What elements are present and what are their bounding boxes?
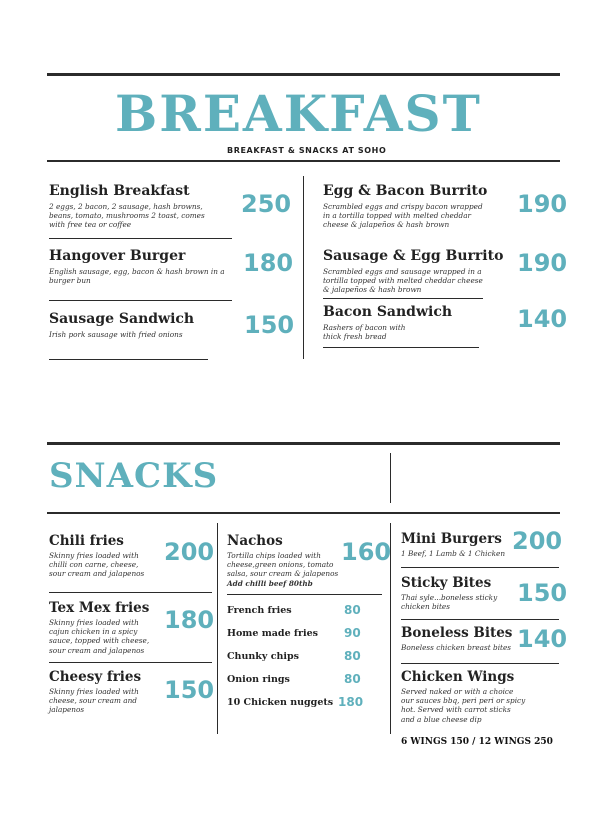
item-name: Nachos xyxy=(227,533,283,549)
item-price: 190 xyxy=(517,190,568,218)
side-item-price: 80 xyxy=(344,603,361,617)
breakfast-under-rule xyxy=(47,160,560,162)
side-item-price: 80 xyxy=(344,672,361,686)
snacks-title: SNACKS xyxy=(49,456,219,496)
item-divider xyxy=(49,359,208,360)
snacks-column-divider-1 xyxy=(217,523,218,734)
side-item-name: Onion rings xyxy=(227,674,290,685)
item-description: 2 eggs, 2 bacon, 2 sausage, hash browns, beans, tomato, mushrooms 2 toast, comes with free tea or coffee xyxy=(49,202,205,230)
item-description: Scrambled eggs and crispy bacon wrapped in a tortilla topped with melted cheddar cheese & jalapeños & hash brown xyxy=(323,202,483,230)
item-price: 190 xyxy=(517,249,568,277)
item-description: Skinny fries loaded with chilli con carne, cheese, sour cream and jalapenos xyxy=(49,551,145,579)
menu-item-chicken-wings xyxy=(401,669,551,724)
breakfast-column-divider xyxy=(303,176,304,359)
item-price: 150 xyxy=(164,676,215,704)
item-price: 150 xyxy=(244,311,295,339)
item-price: 140 xyxy=(517,625,568,653)
item-name: Tex Mex fries xyxy=(49,600,150,616)
item-divider xyxy=(49,238,232,239)
item-name: Chicken Wings xyxy=(401,669,515,685)
breakfast-subtitle: BREAKFAST & SNACKS AT SOHO xyxy=(227,146,387,155)
item-description: Thai syle...boneless sticky chicken bites xyxy=(401,593,498,612)
item-divider xyxy=(227,594,382,595)
side-item-price: 90 xyxy=(344,626,361,640)
menu-item-cheesy-fries xyxy=(49,669,169,715)
item-divider xyxy=(323,298,483,299)
item-divider xyxy=(49,300,232,301)
item-name: Egg & Bacon Burrito xyxy=(323,183,488,199)
menu-item-nachos xyxy=(227,533,352,588)
menu-item-bacon-sandwich xyxy=(323,304,513,341)
item-description: 1 Beef, 1 Lamb & 1 Chicken xyxy=(401,549,506,558)
item-price: 150 xyxy=(517,579,568,607)
menu-item-mini-burgers xyxy=(401,531,521,558)
side-item-name: Chunky chips xyxy=(227,651,299,662)
item-name: Sausage & Egg Burrito xyxy=(323,248,504,264)
item-name: Cheesy fries xyxy=(49,669,142,685)
menu-item-sausage-egg-burrito xyxy=(323,248,513,295)
item-name: Bacon Sandwich xyxy=(323,304,453,320)
side-item-price: 180 xyxy=(338,695,364,709)
menu-item-chili-fries xyxy=(49,533,169,579)
item-name: Sausage Sandwich xyxy=(49,311,195,327)
item-description: Tortilla chips loaded with cheese,green onions, tomato salsa, sour cream & jalapenos xyxy=(227,551,339,579)
item-description: Served naked or with a choice our sauces bbq, peri peri or spicy hot. Served with carrot sticks and a blue cheese dip xyxy=(401,687,526,724)
item-price: 200 xyxy=(164,538,215,566)
side-item-name: 10 Chicken nuggets xyxy=(227,697,334,708)
snacks-under-rule xyxy=(47,512,560,514)
item-divider xyxy=(49,592,212,593)
item-extra: Add chilli beef 80thb xyxy=(227,578,313,588)
menu-item-english-breakfast xyxy=(49,183,234,230)
item-divider xyxy=(401,619,559,620)
item-description: Boneless chicken breast bites xyxy=(401,643,512,652)
item-divider xyxy=(401,567,559,568)
side-item-price: 80 xyxy=(344,649,361,663)
item-description: Scrambled eggs and sausage wrapped in a tortilla topped with melted cheddar cheese & jalapeños & hash brown xyxy=(323,267,483,295)
item-name: Boneless Bites xyxy=(401,625,513,641)
item-price: 180 xyxy=(164,606,215,634)
menu-item-boneless-bites xyxy=(401,625,521,652)
item-name: Chili fries xyxy=(49,533,124,549)
wings-prices: 6 WINGS 150 / 12 WINGS 250 xyxy=(401,737,553,747)
menu-item-egg-bacon-burrito xyxy=(323,183,513,230)
item-name: Sticky Bites xyxy=(401,575,492,591)
item-name: Mini Burgers xyxy=(401,531,502,547)
item-price: 140 xyxy=(517,305,568,333)
item-divider xyxy=(401,663,559,664)
side-item-name: French fries xyxy=(227,605,292,616)
snacks-header-divider xyxy=(390,453,391,503)
side-item-name: Home made fries xyxy=(227,628,319,639)
breakfast-top-rule xyxy=(47,73,560,76)
item-description: Skinny fries loaded with cheese, sour cream and jalapenos xyxy=(49,687,139,715)
item-price: 180 xyxy=(243,249,294,277)
menu-item-hangover-burger xyxy=(49,248,234,285)
item-description: English sausage, egg, bacon & hash brown in a burger bun xyxy=(49,267,225,286)
item-description: Rashers of bacon with thick fresh bread xyxy=(323,323,406,342)
item-description: Skinny fries loaded with cajun chicken in a spicy sauce, topped with cheese, sour cream and jalapenos xyxy=(49,618,150,655)
menu-item-tex-mex-fries xyxy=(49,600,169,655)
item-price: 250 xyxy=(241,190,292,218)
item-name: English Breakfast xyxy=(49,183,190,199)
item-price: 200 xyxy=(512,527,563,555)
item-price: 160 xyxy=(341,538,392,566)
item-name: Hangover Burger xyxy=(49,248,186,264)
breakfast-title: BREAKFAST xyxy=(115,84,482,143)
menu-item-sausage-sandwich xyxy=(49,311,249,339)
item-divider xyxy=(49,662,212,663)
item-divider xyxy=(323,347,479,348)
menu-item-sticky-bites xyxy=(401,575,516,611)
snacks-top-rule xyxy=(47,442,560,445)
item-description: Irish pork sausage with fried onions xyxy=(49,330,183,339)
